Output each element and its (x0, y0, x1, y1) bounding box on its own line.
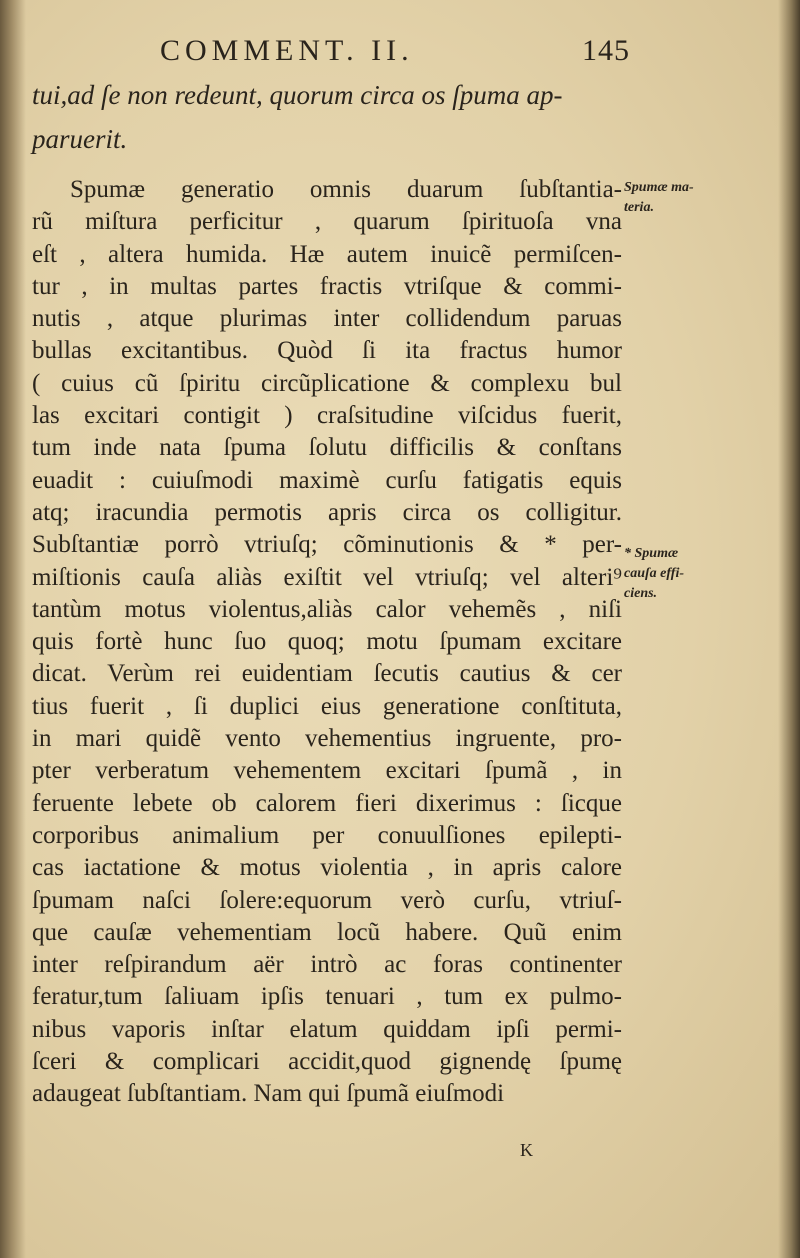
page-edge-right (778, 0, 800, 1258)
text-line: ſceri & complicari accidit,quod gignendę ſpumę (32, 1048, 622, 1076)
text-line: tantùm motus violentus,aliàs calor vehemẽs , niſi (32, 595, 622, 623)
text-line: feratur,tum ſaliuam ipſis tenuari , tum ex pulmo- (32, 983, 622, 1011)
text-line: miſtionis cauſa aliàs exiſtit vel vtriuſq; vel alteri⁹ (32, 563, 622, 591)
intro-line-1: tui,ad ſe non redeunt, quorum circa os ſpuma ap- (32, 80, 563, 110)
text-line: dicat. Verùm rei euidentiam ſecutis cautius & cer (32, 660, 622, 688)
margin-note-causa (624, 544, 774, 604)
text-line: rũ miſtura perficitur , quarum ſpirituoſa vna (32, 208, 622, 236)
margin-note-line: teria. (624, 200, 654, 215)
text-line: tur , in multas partes fractis vtriſque & commi- (32, 272, 622, 300)
text-line: pter verberatum vehementem excitari ſpumã , in (32, 757, 622, 785)
header-title: COMMENT. II. (160, 34, 414, 67)
text-line: atq; iracundia permotis apris circa os colligitur. (32, 498, 622, 526)
body-text (32, 174, 622, 1111)
margin-note-line: cauſa effi- (624, 566, 684, 581)
text-line: feruente lebete ob calorem fieri dixerimus : ſicque (32, 789, 622, 817)
running-header (160, 34, 630, 74)
text-line: que cauſæ vehementiam locũ habere. Quũ enim (32, 918, 622, 946)
text-line: eſt , altera humida. Hæ autem inuicẽ permiſcen- (32, 240, 622, 268)
text-line: adaugeat ſubſtantiam. Nam qui ſpumã eiuſmodi (32, 1080, 505, 1108)
text-line: corporibus animalium per conuulſiones epilepti- (32, 821, 622, 849)
intro-line-2: paruerit. (32, 124, 128, 154)
text-line: nutis , atque plurimas inter collidendum paruas (32, 305, 622, 333)
text-line: quis fortè hunc ſuo quoq; motu ſpumam excitare (32, 628, 622, 656)
text-line: ( cuius cũ ſpiritu circũplicatione & complexu bul (32, 369, 622, 397)
text-line: cas iactatione & motus violentia , in apris calore (32, 854, 622, 882)
margin-note-line: * Spumæ (624, 546, 679, 561)
text-line: nibus vaporis inſtar elatum quiddam ipſi permi- (32, 1015, 622, 1043)
margin-note-line: ciens. (624, 586, 658, 601)
text-line: in mari quidẽ vento vehementius ingruente, pro- (32, 725, 622, 753)
text-line: tum inde nata ſpuma ſolutu difficilis & conſtans (32, 434, 622, 462)
text-line: inter reſpirandum aër intrò ac foras continenter (32, 951, 622, 979)
text-line: Spumæ generatio omnis duarum ſubſtantia- (70, 176, 622, 203)
page-number: 145 (582, 34, 630, 67)
signature-mark: K (520, 1140, 533, 1160)
text-line: Subſtantiæ porrò vtriuſq; cõminutionis & * per- (32, 531, 622, 559)
text-line: bullas excitantibus. Quòd ſi ita fractus humor (32, 337, 622, 365)
text-line: euadit : cuiuſmodi maximè curſu fatigatis equis (32, 466, 622, 494)
text-line: las excitari contigit ) craſsitudine viſcidus fuerit, (32, 402, 622, 430)
margin-note-line: Spumæ ma- (624, 180, 694, 195)
text-line: tius fuerit , ſi duplici eius generatione conſtituta, (32, 692, 622, 720)
margin-note-materia (624, 178, 774, 218)
text-line: ſpumam naſci ſolere:equorum verò curſu, vtriuſ- (32, 886, 622, 914)
page-edge-left (0, 0, 26, 1258)
